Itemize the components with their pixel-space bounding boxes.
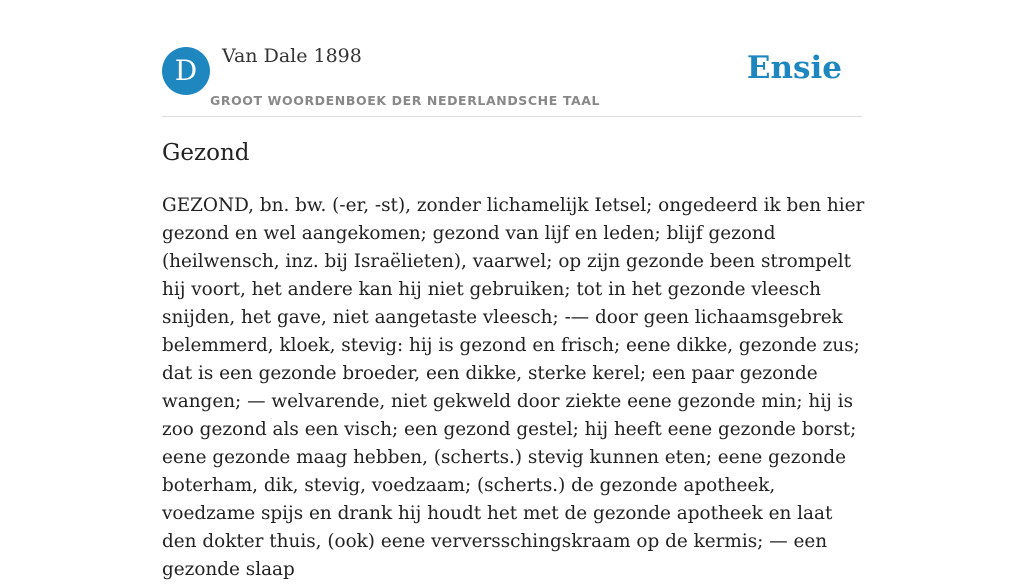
header	[162, 0, 862, 117]
source-subtitle: GROOT WOORDENBOEK DER NEDERLANDSCHE TAAL	[210, 93, 601, 108]
entry-body: GEZOND, bn. bw. (-er, -st), zonder lichamelijk Ietsel; ongedeerd ik ben hier gezond en wel aangekomen; gezond van lijf en leden; blijf gezond (heilwensch, inz. bij Israëlieten), vaarwel; op zijn gezonde been strompelt hij voort, het andere kan hij niet gebruiken; tot in het gezonde vleesch snijden, het gave, niet aangetaste vleesch; -— door geen lichaamsgebrek belemmerd, kloek, stevig: hij is gezond en frisch; eene dikke, gezonde zus; dat is een gezonde broeder, een dikke, sterke kerel; een paar gezonde wangen; — welvarende, niet gekweld door ziekte eene gezonde min; hij is zoo gezond als een visch; een gezond gestel; hij heeft eene gezonde borst; eene gezonde maag hebben, (scherts.) stevig kunnen eten; eene gezonde boterham, dik, stevig, voedzaam; (scherts.) de gezonde apotheek, voedzame spijs en drank hij houdt het met de gezonde apotheek en laat den dokter thuis, (ook) eene verversschingskraam op de kermis; — een gezonde slaap	[162, 195, 865, 580]
page-container	[162, 0, 865, 580]
source-logo[interactable]: D	[162, 47, 210, 95]
source-title[interactable]: Van Dale 1898	[222, 45, 362, 67]
ensie-logo[interactable]: Ensie	[746, 50, 842, 86]
entry-title: Gezond	[162, 140, 250, 166]
